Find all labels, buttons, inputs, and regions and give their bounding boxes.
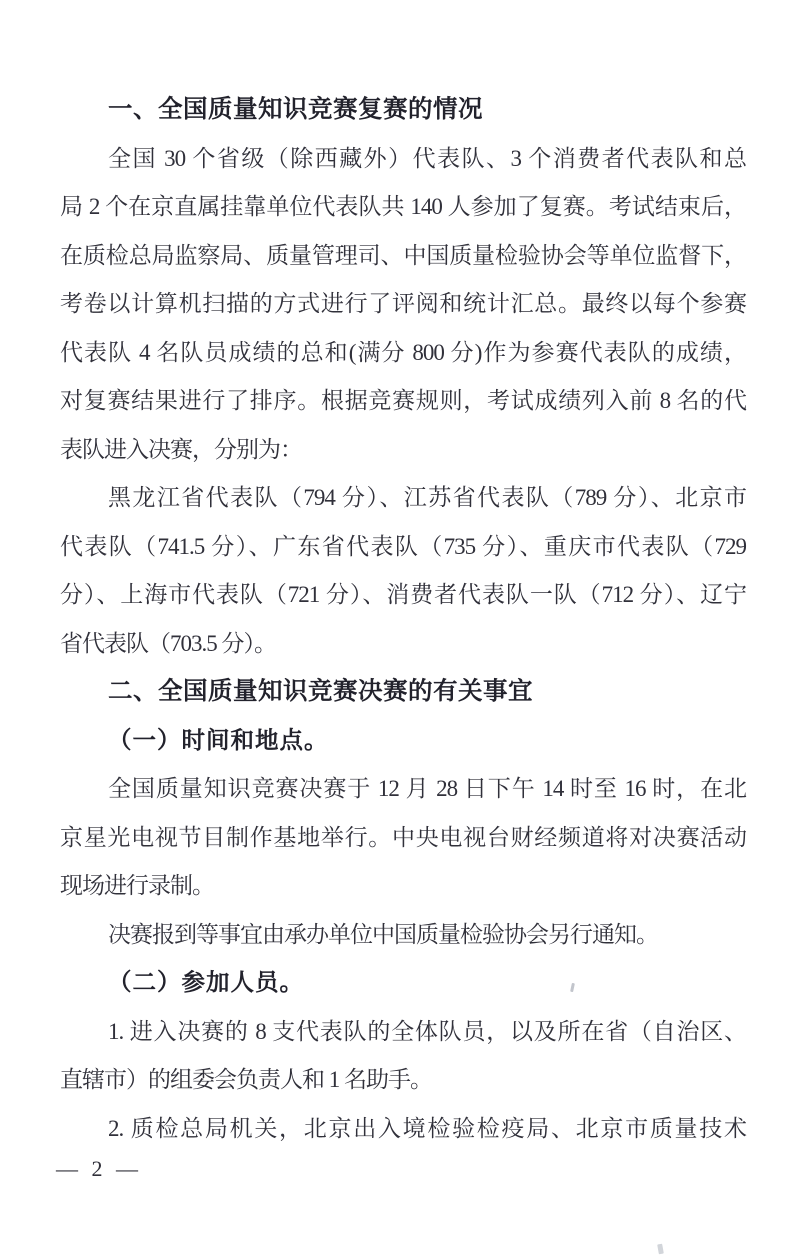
text-line: 对复赛结果进行了排序。根据竞赛规则，考试成绩列入前 8 名的代 — [60, 388, 746, 413]
heading-line: 二、全国质量知识竞赛决赛的有关事宜 — [108, 678, 533, 705]
page-number: — 2 — — [56, 1156, 142, 1181]
text-line: 全国 30 个省级（除西藏外）代表队、3 个消费者代表队和总 — [108, 145, 746, 171]
text-line: 京星光电视节目制作基地举行。中央电视台财经频道将对决赛活动 — [60, 824, 746, 850]
text-line: 1. 进入决赛的 8 支代表队的全体队员，以及所在省（自治区、 — [108, 1018, 746, 1044]
text-line: 黑龙江省代表队（794 分）、江苏省代表队（789 分）、北京市 — [108, 485, 746, 510]
text-line: 代表队（741.5 分）、广东省代表队（735 分）、重庆市代表队（729 — [60, 533, 746, 559]
subheading-line: （二）参加人员。 — [108, 970, 304, 996]
document-body — [60, 86, 746, 1153]
text-line: 表队进入决赛，分别为： — [60, 436, 302, 462]
text-line: 省代表队（703.5 分）。 — [60, 630, 276, 656]
subheading-line: （一）时间和地点。 — [108, 727, 329, 754]
text-line: 决赛报到等事宜由承办单位中国质量检验协会另行通知。 — [108, 921, 658, 947]
text-line: 2. 质检总局机关，北京出入境检验检疫局、北京市质量技术 — [108, 1115, 746, 1141]
text-line: 全国质量知识竞赛决赛于 12 月 28 日下午 14 时至 16 时，在北 — [108, 776, 746, 801]
scan-artifact — [657, 1244, 664, 1255]
text-line: 考卷以计算机扫描的方式进行了评阅和统计汇总。最终以每个参赛 — [60, 291, 746, 316]
heading-line: 一、全国质量知识竞赛复赛的情况 — [108, 96, 483, 123]
text-line: 现场进行录制。 — [60, 873, 214, 898]
text-line: 分）、上海市代表队（721 分）、消费者代表队一队（712 分）、辽宁 — [60, 582, 746, 607]
text-line: 在质检总局监察局、质量管理司、中国质量检验协会等单位监督下， — [60, 242, 746, 268]
text-line: 代表队 4 名队员成绩的总和(满分 800 分)作为参赛代表队的成绩， — [60, 339, 746, 365]
text-line: 局 2 个在京直属挂靠单位代表队共 140 人参加了复赛。考试结束后， — [60, 194, 746, 219]
text-line: 直辖市）的组委会负责人和 1 名助手。 — [60, 1067, 432, 1092]
